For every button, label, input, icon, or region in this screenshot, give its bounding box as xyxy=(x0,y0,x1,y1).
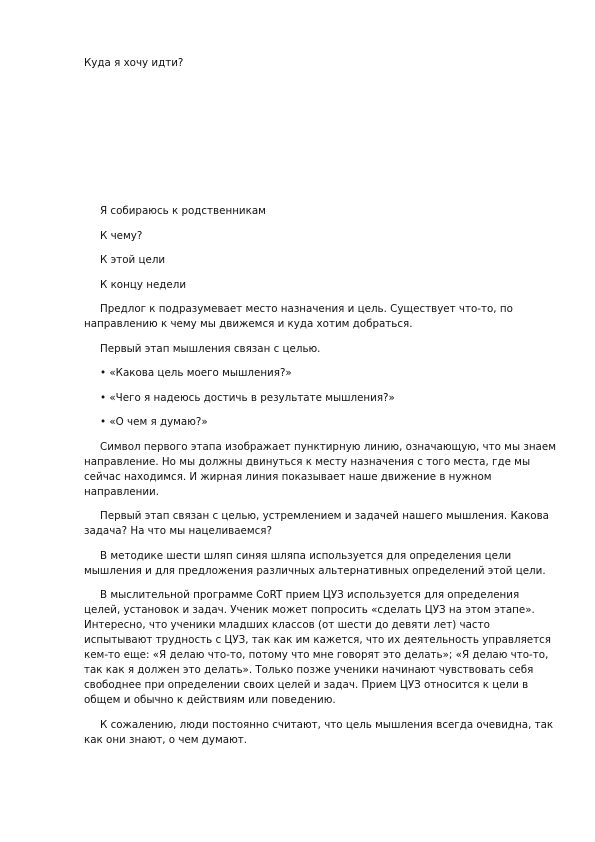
paragraph: Символ первого этапа изображает пунктирную линию, означающую, что мы знаем направление. Но мы должны двинуться к месту назначения с того места, где мы сейчас находимся. И жирная линия показывает наше движение в нужном направлении. xyxy=(84,440,556,498)
paragraph: К сожалению, люди постоянно считают, что цель мышления всегда очевидна, так как они знают, о чем думают. xyxy=(84,718,554,746)
paragraph: В методике шести шляп синяя шляпа используется для определения цели мышления и для предложения различных альтернативных определений этой цели. xyxy=(84,549,546,577)
paragraph: Первый этап мышления связан с целью. xyxy=(100,342,321,355)
bullet-item: • «О чем я думаю?» xyxy=(100,416,208,428)
bullet-item: • «Чего я надеюсь достичь в результате мышления?» xyxy=(100,391,395,404)
paragraph: Первый этап связан с целью, устремлением и задачей нашего мышления. Какова задача? На что мы нацеливаемся? xyxy=(84,510,549,537)
paragraph: К концу недели xyxy=(100,278,187,291)
paragraph: Предлог к подразумевает место назначения и цель. Существует что-то, по направлению к чему мы движемся и куда хотим добраться. xyxy=(84,303,513,330)
document-body xyxy=(84,204,558,757)
paragraph: К чему? xyxy=(100,229,143,242)
paragraph: В мыслительной программе CoRT прием ЦУЗ используется для определения целей, установок и задач. Ученик может попросить «сделать ЦУЗ на этом этапе». Интересно, что ученики младших классов (от шести до девяти лет) часто испытывают трудность с ЦУЗ, так как им кажется, что их деятельность управляется кем-то еще: «Я делаю что-то, потому что мне говорят это делать»; «Я делаю что-то, так как я должен это делать». Только позже ученики начинают чувствовать себя свободнее при определении своих целей и задач. Прием ЦУЗ относится к цели в общем и обычно к действиям или поведению. xyxy=(84,589,551,706)
paragraph: К этой цели xyxy=(100,254,166,266)
page-heading: Куда я хочу идти? xyxy=(84,57,184,69)
paragraph: Я собираюсь к родственникам xyxy=(100,205,266,217)
bullet-item: • «Какова цель моего мышления?» xyxy=(100,367,292,379)
